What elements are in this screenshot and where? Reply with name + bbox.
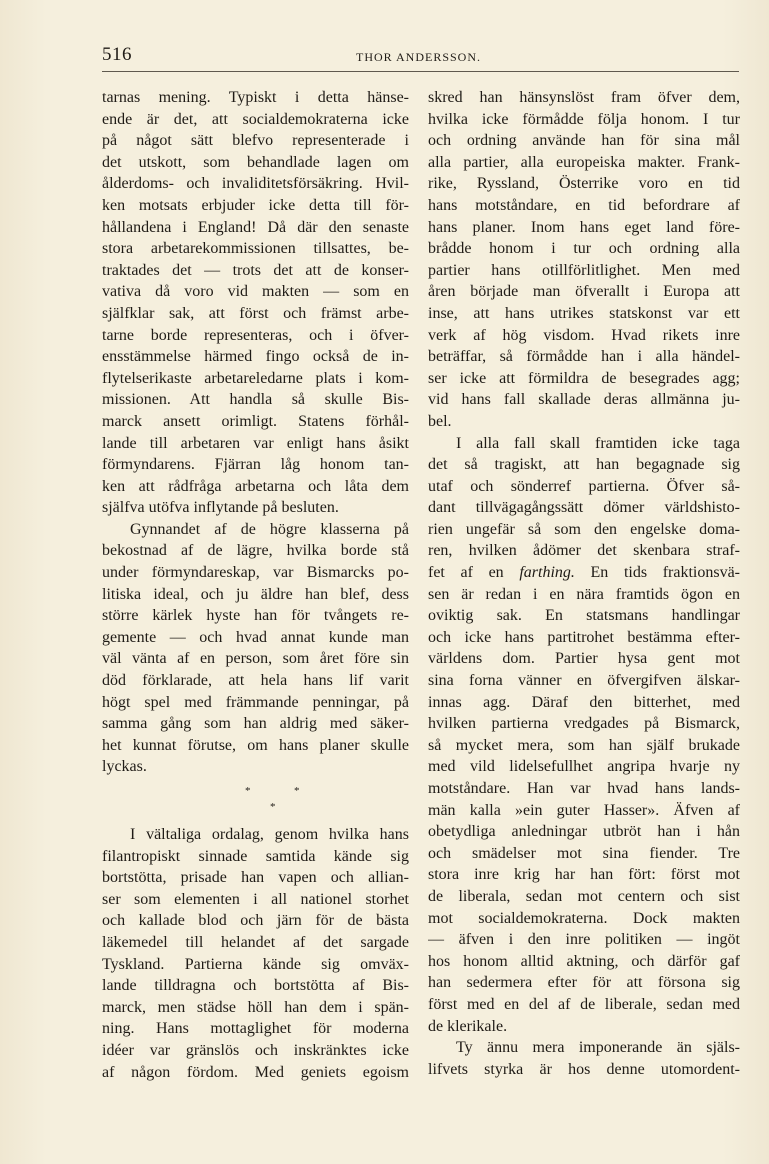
text-line: tarnas mening. Typiskt i detta hänse- [102,89,409,106]
text-line: inse, att hans utrikes statskonst var ett [428,304,740,322]
text-line: hvilka icke förmådde följa honom. I tur [428,110,740,128]
text-line: Tyskland. Partierna kände sig omväx- [102,955,409,973]
text-line: själfklar sak, att först och främst arbe- [102,304,409,322]
text-line: så mycket mera, som han själf brukade [428,736,740,754]
text-line: och icke hans partitrohet bestämma efter- [428,628,740,646]
text-line: marck, men städse höll han dem i spän- [102,998,409,1016]
text-line: lifvets styrka är hos denne utomordent- [428,1060,740,1078]
paragraph [428,87,740,433]
text-line: dant tillvägagångssätt dömer världshisto- [428,499,740,517]
text-line: oviktig sak. En statsmans handlingar [428,607,740,625]
text-line: stora arbetarekommissionen tillsattes, be- [102,240,409,258]
text-fragment: En tids fraktionsvä- [590,564,740,582]
running-title: THOR ANDERSSON. [356,50,482,64]
text-fragment: fet af en [428,564,504,582]
text-line: verk af hög visdom. Hvad rikets inre [428,326,740,344]
right-column [428,87,740,1080]
text-line: det utskott, som behandlade lagen om [102,153,409,171]
text-line: de liberala, sedan mot centern och sist [428,887,740,905]
text-line: lyckas. [102,758,147,776]
text-line: bel. [428,412,452,430]
text-line: lande till arbetaren var enligt hans åsikt [102,434,409,452]
text-line: marck ansett orimligt. Statens förhål- [102,412,409,430]
page-header [102,44,742,74]
text-line: mot socialdemokraterna. Dock makten [428,909,740,927]
text-line: skred han hänsynslöst fram öfver dem, [428,89,740,106]
text-line: ning. Hans mottaglighet för moderna [102,1020,409,1038]
text-line: obetydliga anledningar utbröt han i hån [428,823,740,841]
text-line: partier hans otillförlitlighet. Men med [428,261,740,279]
text-line: gemente — och hvad annat kunde man [102,628,409,646]
text-line: vid hans fall skallade deras allmänna ju- [428,391,740,409]
asterisk: * [245,785,251,797]
header-rule [102,71,739,72]
text-line: han sedermera efter för att försona sig [428,974,740,992]
text-line: förmyndarens. Fjärran låg honom tan- [102,456,409,474]
text-line: ken att rådfråga arbetarna och låta dem [102,477,409,495]
text-line: själfva utöfva inflytande på besluten. [102,499,339,517]
asterisk: * [270,801,276,813]
text-line: stora inre krig har han fört: först mot [428,866,740,884]
text-line: läkemedel till helandet af det sargade [102,933,409,951]
text-line: innas agg. Däraf den bitterhet, med [428,693,740,711]
text-line: idéer var gränslös och inskränktes icke [102,1041,409,1059]
text-line: hållandena i England! Då där den senaste [102,218,409,236]
text-line: sen är redan i en nära framtids ögon en [428,585,740,603]
text-line: lande tilldragna och bortstötta af Bis- [102,977,409,995]
text-line: åren började man öfverallt i Europa att [428,283,740,301]
text-line: traktades det — trots det att de konser- [102,261,409,279]
text-line: — äfven i den inre politiken — ingöt [428,931,740,949]
asterisk: * [294,785,300,797]
text-line: och kallade blod och järn för de bästa [102,912,409,930]
text-line: brådde honom i tur och ordning alla [428,240,740,258]
text-line: hans planer. Inom hans eget land före- [428,218,740,236]
text-line: ensstämmelse härmed fingo också de in- [102,348,409,366]
text-line: filantropiskt sinnade samtida kände sig [102,847,409,865]
text-line: ålderdoms- och invaliditetsförsäkring. Hvil- [102,175,409,193]
text-line: de klerikale. [428,1017,508,1035]
text-line: vativa då voro vid makten — som en [102,283,409,301]
text-line: ende är det, att socialdemokraterna icke [102,110,409,128]
text-line: Gynnandet af de högre klasserna på [130,520,409,538]
paragraph [428,433,740,1038]
text-line: och ordning använde han för sina mål [428,132,740,150]
text-line: flytelserikaste arbetareledarne plats i kom- [102,369,409,387]
text-line: väl vänta af en person, som året före sin [102,650,409,668]
text-line: sina forna vänner en öfvergifven älskar- [428,672,740,690]
text-line: litiska ideal, och ju äldre han blef, dess [102,585,409,603]
text-line: alla partier, alla europeiska makter. Frank- [428,153,740,171]
section-break [102,778,409,824]
text-line: samma gång som han aldrig med säker- [102,715,409,733]
text-line: beträffar, så förmådde han i alla händel- [428,348,740,366]
paragraph [428,1037,740,1080]
left-column [102,87,409,1083]
text-line: ser som elementen i all nationel storhet [102,890,409,908]
text-line: bekostnad af de lägre, hvilka borde stå [102,542,409,560]
text-line: under förmyndareskap, var Bismarcks po- [102,564,409,582]
text-line: ser icke att förmildra de besegrades agg; [428,369,740,387]
text-line: med vild lidelsefullhet angripa hvarje ny [428,758,740,776]
text-line: ren, hvilken ådömer det skenbara straf- [428,542,740,560]
text-line: större kärlek hyste han för tvångets re- [102,607,409,625]
text-line: bortstötta, prisade han vapen och allian- [102,869,409,887]
text-line: hans motståndare, en tid befordrare af [428,196,740,214]
text-line: utaf och sönderref partierna. Öfver så- [428,477,740,495]
text-line: Ty ännu mera imponerande än själs- [456,1039,740,1057]
text-line: män kalla »ein guter Hasser». Äfven af [428,801,740,819]
text-line: hvilken partierna vredgades på Bismarck, [428,715,740,733]
paragraph [102,824,409,1083]
text-line: ken motsats erbjuder icke detta till för- [102,196,409,214]
text-line: missionen. Att handla så skulle Bis- [102,391,409,409]
italic-term: farthing. [519,564,575,582]
text-line: det så tragiskt, att han begagnade sig [428,456,740,474]
text-line: rien ungefär så som den engelske doma- [428,520,740,538]
text-line: rike, Ryssland, Österrike voro en tid [428,175,740,193]
text-line: på något sätt blefvo representerade i [102,132,409,150]
text-line: motståndare. Han var hvad hans lands- [428,780,740,797]
text-line: I vältaliga ordalag, genom hvilka hans [130,826,409,843]
page-number: 516 [102,44,132,65]
paragraph [102,519,409,778]
text-line: tarne borde representeras, och i öfver- [102,326,409,344]
text-line: het kunnat förutse, om hans planer skulle [102,736,409,754]
text-line: död förklarade, att hela hans lif varit [102,672,409,690]
text-line: af någon fördom. Med geniets egoism [102,1063,409,1081]
text-line: högt spel med främmande penningar, på [102,693,409,711]
text-line: I alla fall skall framtiden icke taga [456,434,740,452]
text-line: hos honom alltid aktning, och därför gaf [428,952,740,970]
text-line: och smädelser mot sina fiender. Tre [428,844,740,862]
text-line: först med en del af de liberale, sedan med [428,995,740,1013]
paragraph [102,87,409,519]
text-line: världens dom. Partier hysa gent mot [428,650,740,668]
text-line-with-italic [428,562,740,584]
